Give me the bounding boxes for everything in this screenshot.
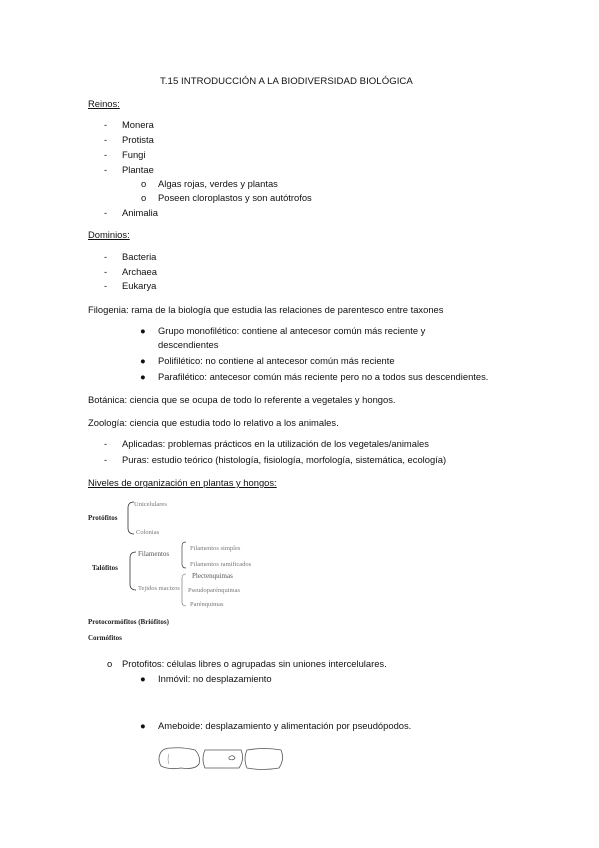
circle-bullet-icon: o bbox=[141, 178, 147, 189]
diagram-label: Filamentos simples bbox=[190, 545, 241, 552]
list-item: - Protista bbox=[122, 134, 154, 146]
diagram-label: Protocormófitos (Briófitos) bbox=[88, 618, 169, 626]
diagram-label: Talófitos bbox=[92, 564, 118, 572]
list-item: Polifilético: no contiene al antecesor común más reciente bbox=[158, 355, 395, 366]
list-item: Ameboide: desplazamiento y alimentación por pseudópodos. bbox=[158, 720, 412, 731]
bullet-icon: ● bbox=[140, 325, 146, 336]
niveles-heading: Niveles de organización en plantas y hongos: bbox=[88, 477, 277, 488]
page-title: T.15 INTRODUCCIÓN A LA BIODIVERSIDAD BIOLÓGICA bbox=[160, 76, 413, 87]
bullet-icon: ● bbox=[140, 355, 146, 366]
list-item: - Plantae bbox=[122, 164, 154, 176]
diagram-label: Tejidos macizos bbox=[138, 585, 180, 592]
list-item: Inmóvil: no desplazamiento bbox=[158, 673, 272, 684]
list-item: - Archaea bbox=[122, 266, 157, 278]
dominios-heading: Dominios: bbox=[88, 229, 130, 240]
filogenia-text: Filogenia: rama de la biología que estudia las relaciones de parentesco entre taxones bbox=[88, 304, 444, 315]
reinos-heading: Reinos: bbox=[88, 98, 120, 109]
zoologia-text: Zoología: ciencia que estudia todo lo relativo a los animales. bbox=[88, 417, 339, 428]
diagram-label: Cormófitos bbox=[88, 634, 122, 642]
diagram-label: Filamentos ramificados bbox=[190, 561, 252, 568]
botanica-text: Botánica: ciencia que se ocupa de todo lo referente a vegetales y hongos. bbox=[88, 394, 396, 405]
list-item: - Monera bbox=[122, 119, 154, 131]
list-item: Algas rojas, verdes y plantas bbox=[158, 178, 278, 189]
list-item: Poseen cloroplastos y son autótrofos bbox=[158, 192, 312, 203]
list-item: - Aplicadas: problemas prácticos en la utilización de los vegetales/animales bbox=[122, 438, 429, 450]
protofitos-text: Protofitos: células libres o agrupadas sin uniones intercelulares. bbox=[122, 658, 387, 669]
list-item: - Bacteria bbox=[122, 251, 156, 263]
diagram-label: Unicelulares bbox=[134, 501, 167, 508]
diagram-label: Pseudoparénquimas bbox=[188, 587, 240, 594]
diagram-label: Plectenquimas bbox=[192, 572, 233, 580]
diagram-label: Filamentos bbox=[138, 550, 170, 558]
bullet-icon: ● bbox=[140, 673, 146, 684]
ameboid-sketch-icon bbox=[155, 744, 295, 774]
list-item: - Animalia bbox=[122, 207, 158, 219]
diagram-label: Parénquimas bbox=[190, 601, 224, 608]
organization-diagram bbox=[86, 494, 286, 654]
list-item: descendientes bbox=[158, 339, 219, 350]
list-item: - Puras: estudio teórico (histología, fisiología, morfología, sistemática, ecología) bbox=[122, 454, 446, 466]
bullet-icon: ● bbox=[140, 371, 146, 382]
list-item: - Eukarya bbox=[122, 280, 156, 292]
diagram-label: Colonias bbox=[136, 529, 160, 536]
list-item: - Fungi bbox=[122, 149, 145, 161]
circle-bullet-icon: o bbox=[141, 192, 147, 203]
circle-bullet-icon: o bbox=[107, 658, 113, 669]
list-item: Parafilético: antecesor común más reciente pero no a todos sus descendientes. bbox=[158, 371, 489, 382]
bullet-icon: ● bbox=[140, 720, 146, 731]
diagram-label: Protófitos bbox=[88, 514, 118, 522]
list-item: Grupo monofilético: contiene al antecesor común más reciente y bbox=[158, 325, 426, 336]
